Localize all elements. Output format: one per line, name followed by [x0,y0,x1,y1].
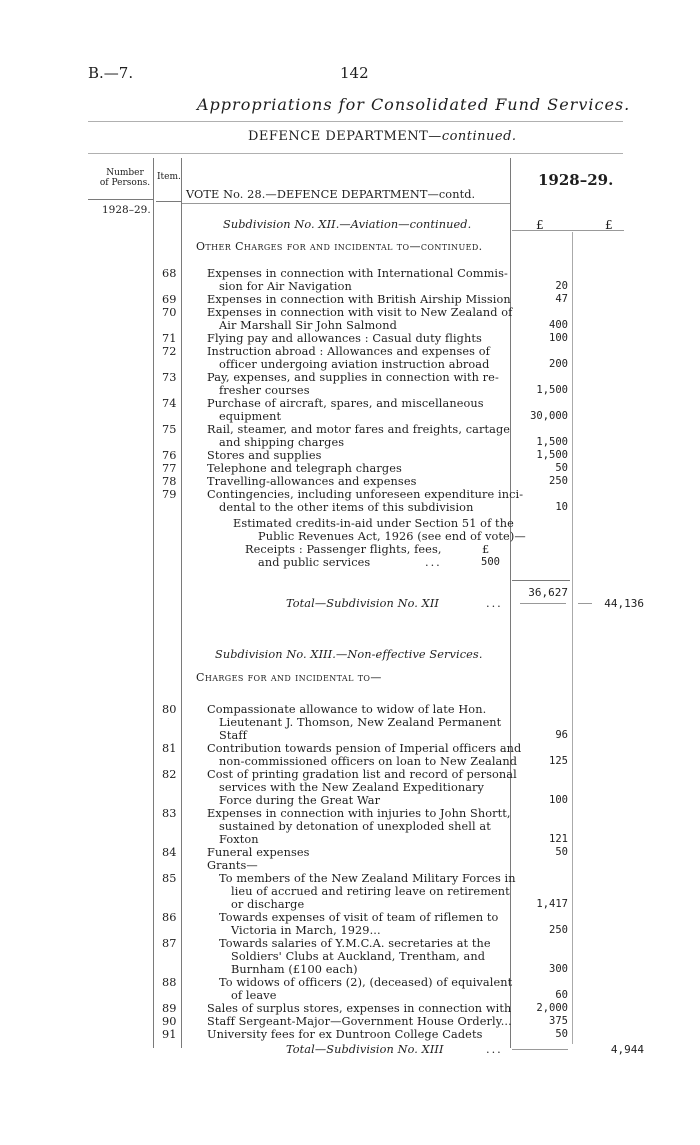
item-amount: 96 [555,729,568,741]
item-number: 85 [162,872,177,885]
item-amount: 50 [555,846,568,858]
pound-sign-col2: £ [605,218,613,232]
sub13-total-dots: ... [486,1043,503,1056]
item-description: Lieutenant J. Thomson, New Zealand Permanent [219,716,502,729]
item-number: 68 [162,267,177,280]
credits-line-3: Receipts : Passenger flights, fees, [245,543,442,556]
amount-column-rule [572,232,573,1044]
credits-dots: ... [425,556,442,569]
item-number: 89 [162,1002,177,1015]
item-description: Telephone and telegraph charges [207,462,402,475]
item-number: 77 [162,462,177,475]
sub13-heading: Subdivision No. XIII.—Non-effective Services. [215,648,483,661]
item-description: of leave [231,989,277,1002]
item-description: officer undergoing aviation instruction abroad [219,358,490,371]
item-description: sion for Air Navigation [219,280,352,293]
item-amount: 10 [555,501,568,513]
sub12-charges-heading: Other Charges for and incidental to—continued. [196,240,483,253]
department-name: DEFENCE DEPARTMENT— [248,129,442,144]
item-amount: 100 [549,332,568,344]
item-number: 84 [162,846,177,859]
description-column-rule [510,158,511,1048]
item-number: 80 [162,703,177,716]
page-title: Appropriations for Consolidated Fund Services. [197,95,631,114]
persons-header-rule [88,199,153,200]
item-amount: 30,000 [530,410,568,422]
sub13-total-rule [512,1049,568,1050]
item-description: Expenses in connection with visit to New Zealand of [207,306,513,319]
item-description: fresher courses [219,384,310,397]
item-description: services with the New Zealand Expeditionary [219,781,485,794]
item-description: To widows of officers (2), (deceased) of equivalent [219,976,513,989]
item-description: To members of the New Zealand Military Forces in [219,872,516,885]
item-number: 71 [162,332,177,345]
item-amount: 47 [555,293,568,305]
item-description: sustained by detonation of unexploded shell at [219,820,491,833]
item-amount: 121 [549,833,568,845]
item-number: 76 [162,449,177,462]
sub12-subtotal-rule [512,580,570,581]
item-number: 91 [162,1028,177,1041]
item-description: Expenses in connection with British Airship Mission [207,293,511,306]
sub12-total: 44,136 [604,597,644,610]
item-description: Travelling-allowances and expenses [207,475,417,488]
col-persons-header-1: Number [106,168,144,178]
item-number: 74 [162,397,177,410]
item-description: Contribution towards pension of Imperial officers and [207,742,522,755]
sub12-subtotal: 36,627 [528,586,568,599]
item-amount: 375 [549,1015,568,1027]
item-description: Staff Sergeant-Major—Government House Orderly... [207,1015,512,1028]
item-description: Contingencies, including unforeseen expenditure inci- [207,488,524,501]
item-amount: 250 [549,475,568,487]
item-number: 87 [162,937,177,950]
pound-sign-col1: £ [536,218,544,232]
item-number: 69 [162,293,177,306]
item-description: Pay, expenses, and supplies in connection with re- [207,371,499,384]
vote-heading: VOTE No. 28.—DEFENCE DEPARTMENT—contd. [186,188,476,201]
item-amount: 50 [555,1028,568,1040]
table-top-rule [88,153,623,154]
item-description: Air Marshall Sir John Salmond [219,319,397,332]
item-amount: 20 [555,280,568,292]
item-amount: 60 [555,989,568,1001]
col-persons-header-2: of Persons. [99,178,151,188]
sub12-total-dots: ... [486,597,503,610]
sub12-total-label: Total—Subdivision No. XII [286,597,439,610]
item-number: 81 [162,742,177,755]
item-description: Soldiers' Clubs at Auckland, Trentham, and [231,950,486,963]
item-description: or discharge [231,898,305,911]
item-amount: 2,000 [536,1002,568,1014]
department-heading [248,129,517,144]
item-number: 75 [162,423,177,436]
item-description: Expenses in connection with injuries to John Shortt, [207,807,511,820]
item-description: Cost of printing gradation list and record of personal [207,768,517,781]
item-amount: 1,417 [536,898,568,910]
item-amount: 300 [549,963,568,975]
item-description: Towards expenses of visit of team of riflemen to [219,911,499,924]
item-amount: 100 [549,794,568,806]
item-description: Sales of surplus stores, expenses in connection with [207,1002,512,1015]
item-description: Burnham (£100 each) [231,963,358,976]
department-continued: continued. [441,129,517,144]
item-description: Expenses in connection with International Commis- [207,267,508,280]
page-reference: B.—7. [88,64,134,82]
item-number: 82 [162,768,177,781]
item-description: Grants— [207,859,258,872]
item-amount: 400 [549,319,568,331]
item-description: Purchase of aircraft, spares, and miscellaneous [207,397,484,410]
sub12-heading: Subdivision No. XII.—Aviation—continued. [223,218,472,231]
item-number: 70 [162,306,177,319]
item-description: Victoria in March, 1929... [231,924,381,937]
item-number: 79 [162,488,177,501]
credits-amount: 500 [481,556,500,568]
item-description: University fees for ex Duntroon College Cadets [207,1028,483,1041]
sub12-total-rule-2 [578,603,592,604]
item-number: 83 [162,807,177,820]
item-description: Compassionate allowance to widow of late Hon. [207,703,487,716]
col-year-header: 1928–29. [538,171,614,189]
header-rule [88,121,623,122]
item-description: Towards salaries of Y.M.C.A. secretaries at the [219,937,491,950]
credits-line-4: and public services [258,556,371,569]
item-amount: 200 [549,358,568,370]
item-description: Staff [219,729,247,742]
item-description: dental to the other items of this subdivision [219,501,474,514]
item-description: and shipping charges [219,436,345,449]
col-persons-year: 1928–29. [102,204,151,216]
item-amount: 50 [555,462,568,474]
item-amount: 1,500 [536,384,568,396]
item-description: equipment [219,410,282,423]
item-description: Force during the Great War [219,794,381,807]
item-number: 72 [162,345,177,358]
item-description: Flying pay and allowances : Casual duty flights [207,332,482,345]
vote-rule [182,203,510,204]
sub13-charges-heading: Charges for and incidental to— [196,671,382,684]
item-column-rule [181,158,182,1048]
credits-line-1: Estimated credits-in-aid under Section 51 of the [233,517,514,530]
item-description: Foxton [219,833,259,846]
item-number: 73 [162,371,177,384]
credits-line-2: Public Revenues Act, 1926 (see end of vote)— [258,530,526,543]
item-number: 90 [162,1015,177,1028]
item-number: 86 [162,911,177,924]
item-description: Stores and supplies [207,449,322,462]
sub12-total-rule-1 [520,603,566,604]
persons-column-rule [153,158,154,1048]
col-item-header: Item. [157,172,181,182]
page-number: 142 [340,64,369,82]
item-description: lieu of accrued and retiring leave on retirement [231,885,510,898]
item-amount: 1,500 [536,449,568,461]
sub13-total: 4,944 [610,1043,644,1056]
item-amount: 125 [549,755,568,767]
item-amount: 250 [549,924,568,936]
item-description: non-commissioned officers on loan to New Zealand [219,755,518,768]
item-description: Instruction abroad : Allowances and expenses of [207,345,490,358]
item-description: Funeral expenses [207,846,310,859]
sub13-total-label: Total—Subdivision No. XIII [286,1043,444,1056]
item-description: Rail, steamer, and motor fares and freights, cartage [207,423,511,436]
item-amount: 1,500 [536,436,568,448]
item-number: 78 [162,475,177,488]
item-number: 88 [162,976,177,989]
item-header-rule [156,201,182,202]
credits-pound-sign: £ [482,543,490,556]
